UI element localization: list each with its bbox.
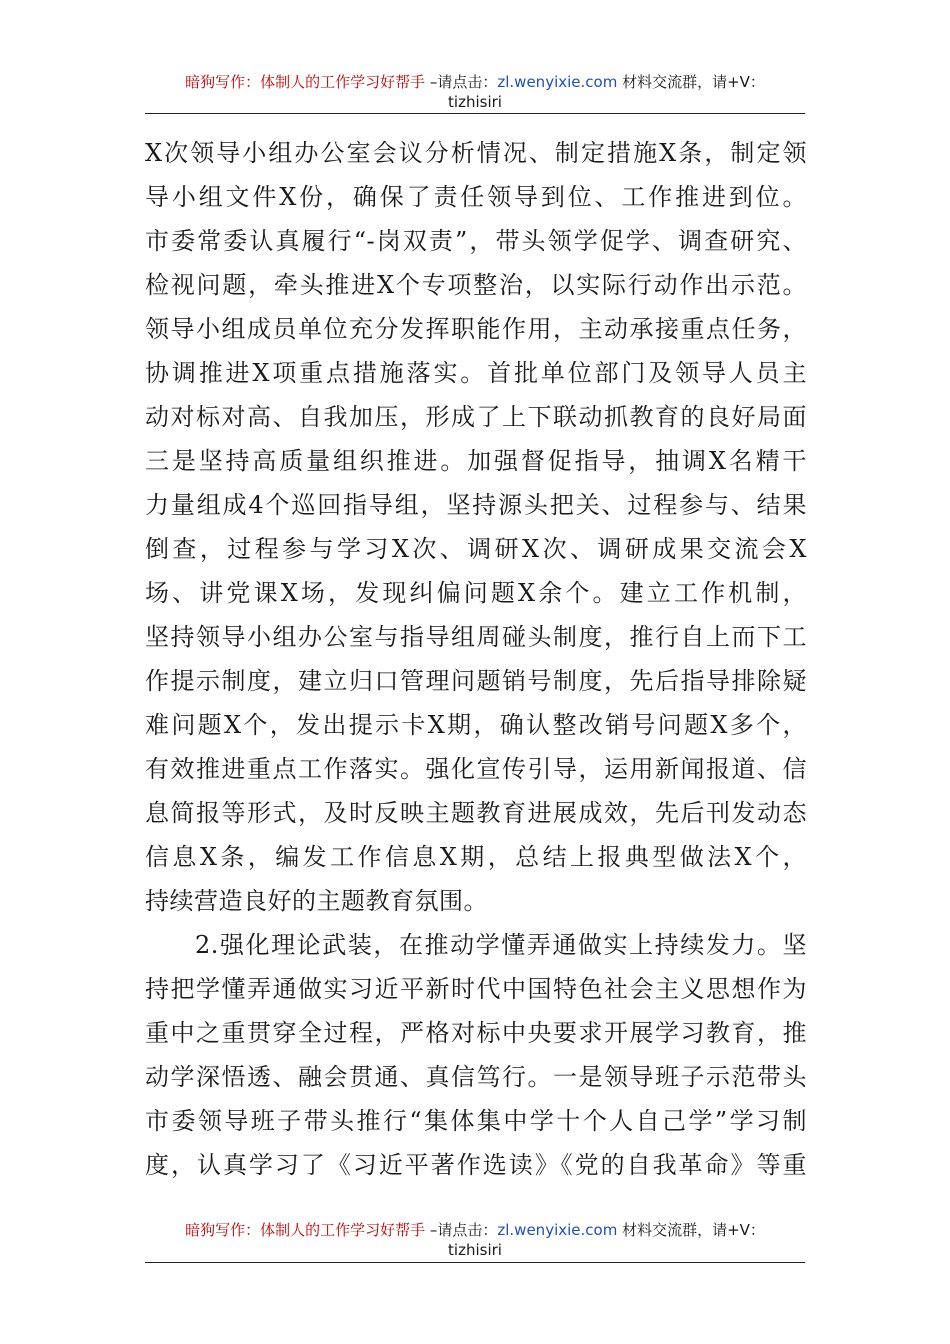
body-line: 检视问题，牵头推进X个专项整治，以实际行动作出示范。 — [145, 271, 807, 299]
footer-brand: 暗狗写作：体制人的工作学习好帮手 — [185, 1221, 426, 1239]
page-header — [145, 72, 805, 112]
footer-url-link[interactable]: zl.wenyixie.com — [497, 1221, 618, 1239]
header-click-text: –请点击： — [425, 73, 498, 91]
footer-line — [145, 1220, 805, 1240]
document-body — [145, 131, 807, 1187]
body-line: 坚持领导小组办公室与指导组周碰头制度，推行自上而下工 — [145, 623, 807, 651]
body-line: 市委常委认真履行“-岗双责”，带头领学促学、调查研究、 — [145, 227, 807, 255]
body-line: 持把学懂弄通做实习近平新时代中国特色社会主义思想作为 — [145, 975, 807, 1003]
body-line: 息简报等形式，及时反映主题教育进展成效，先后刊发动态 — [145, 799, 807, 827]
footer-wechat: tizhisiri — [448, 1241, 502, 1259]
body-line: 信息X条，编发工作信息X期，总结上报典型做法X个， — [145, 843, 807, 871]
header-suffix: 材料交流群，请+V： — [617, 73, 765, 91]
header-wechat: tizhisiri — [448, 93, 502, 111]
header-brand: 暗狗写作：体制人的工作学习好帮手 — [185, 73, 426, 91]
body-line: 场、讲党课X场，发现纠偏问题X余个。建立工作机制， — [145, 579, 807, 607]
footer-suffix: 材料交流群，请+V： — [617, 1221, 765, 1239]
body-line: 有效推进重点工作落实。强化宣传引导，运用新闻报道、信 — [145, 755, 807, 783]
body-line: 领导小组成员单位充分发挥职能作用，主动承接重点任务， — [145, 315, 807, 343]
body-line: 动对标对高、自我加压，形成了上下联动抓教育的良好局面 — [145, 403, 807, 431]
body-line: 动学深悟透、融会贯通、真信笃行。一是领导班子示范带头 — [145, 1063, 807, 1091]
body-line: X次领导小组办公室会议分析情况、制定措施X条，制定领 — [145, 139, 807, 167]
body-line: 难问题X个，发出提示卡X期，确认整改销号问题X多个， — [145, 711, 807, 739]
body-line: 力量组成4个巡回指导组，坚持源头把关、过程参与、结果 — [145, 491, 807, 519]
header-divider — [145, 113, 805, 114]
section-heading-line: 2.强化理论武装，在推动学懂弄通做实上持续发力。坚 — [195, 931, 807, 959]
body-line: 持续营造良好的主题教育氛围。 — [145, 887, 488, 915]
footer-click-text: –请点击： — [425, 1221, 498, 1239]
header-url-link[interactable]: zl.wenyixie.com — [497, 73, 618, 91]
body-line: 协调推进X项重点措施落实。首批单位部门及领导人员主 — [145, 359, 807, 387]
body-line: 三是坚持高质量组织推进。加强督促指导，抽调X名精干 — [145, 447, 807, 475]
body-line: 导小组文件X份，确保了责任领导到位、工作推进到位。 — [145, 183, 807, 211]
page-footer — [145, 1220, 805, 1260]
body-line: 作提示制度，建立归口管理问题销号制度，先后指导排除疑 — [145, 667, 807, 695]
body-line: 市委领导班子带头推行“集体集中学十个人自己学”学习制 — [145, 1107, 807, 1135]
body-line: 倒查，过程参与学习X次、调研X次、调研成果交流会X — [145, 535, 807, 563]
footer-divider — [145, 1262, 805, 1263]
body-line: 度，认真学习了《习近平著作选读》《党的自我革命》等重 — [145, 1151, 807, 1179]
header-line — [145, 72, 805, 92]
body-line: 重中之重贯穿全过程，严格对标中央要求开展学习教育，推 — [145, 1019, 807, 1047]
